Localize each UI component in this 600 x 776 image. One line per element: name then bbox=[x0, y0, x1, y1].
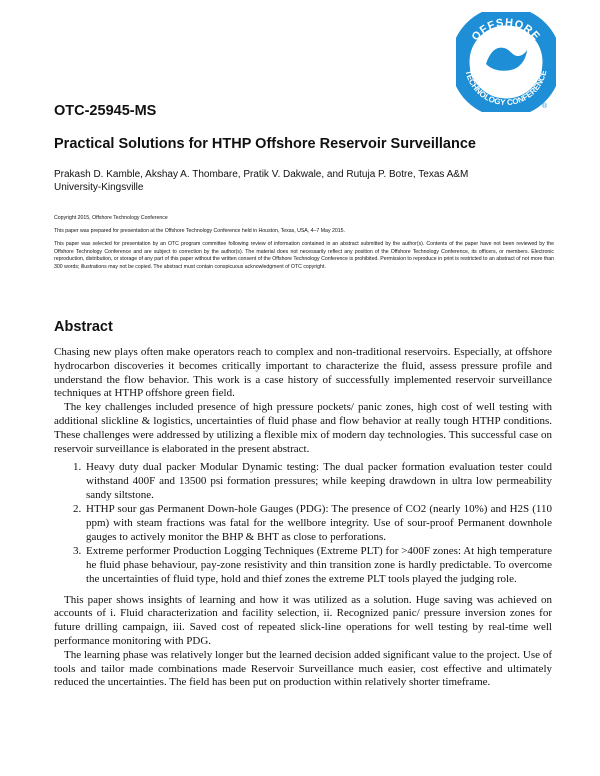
copyright-notice: Copyright 2015, Offshore Technology Conference bbox=[54, 215, 168, 221]
author-list: Prakash D. Kamble, Akshay A. Thombare, Pratik V. Dakwale, and Rutuja P. Botre, Texas A&M University-Kingsville bbox=[54, 169, 469, 193]
challenge-list bbox=[54, 461, 552, 586]
otc-logo bbox=[456, 12, 556, 112]
abstract-body bbox=[54, 346, 552, 690]
logo-top-text: OFFSHORE bbox=[469, 16, 543, 44]
review-disclaimer: This paper was selected for presentation by an OTC program committee following review of information contained in an abstract submitted by the author(s). Contents of the paper have not been reviewed by the Offshore Technology Conference and are subject to correction by the author(s). The material does not necessarily reflect any position of the Offshore Technology Conference, its officers, or members. Electronic reproduction, distribution, or storage of any part of this paper without the written consent of the Offshore Technology Conference is prohibited. Permission to reproduce in print is restricted to an abstract of not more than 300 words; illustrations may not be copied. The abstract must contain conspicuous acknowledgment of OTC copyright. bbox=[54, 241, 554, 270]
list-item: 3. Extreme performer Production Logging Techniques (Extreme PLT) for >400F zones: At high temperature he fluid phase behaviour, pay-zone resistivity and thin transition zone is hardly predictable. To overcome the uncertainties of fluid type, hold and thief zones the extreme PLT tools played the judging role. bbox=[84, 545, 552, 586]
paper-number: OTC-25945-MS bbox=[54, 103, 157, 119]
logo-registered-mark: ® bbox=[542, 103, 548, 110]
abstract-paragraph-4: The learning phase was relatively longer but the learned decision added significant value to the project. Use of tools and tailor made combinations made Reservoir Surveillance much easier, cost effective and ultimately reduced the uncertainties. The field has been put on production within relatively shorter timeframe. bbox=[54, 648, 552, 689]
list-item: 2. HTHP sour gas Permanent Down-hole Gauges (PDG): The presence of CO2 (nearly 10%) and H2S (110 ppm) with steam fractions was fatal for the wellbore integrity. Use of sour-proof Permanent downhole gauges to actively monitor the BHP & BHT as close to perforations. bbox=[84, 503, 552, 544]
logo-bottom-text: TECHNOLOGY CONFERENCE bbox=[463, 69, 549, 108]
paper-title: Practical Solutions for HTHP Offshore Reservoir Surveillance bbox=[54, 136, 476, 152]
abstract-paragraph-2: The key challenges included presence of high pressure pockets/ panic zones, high cost of well testing with additional slickline & logistics, uncertainties of fluid phase and flow behavior at really tough HTHP conditions. These challenges were addressed by utilizing a flexible mix of modern day technologies. This successful case on reservoir surveillance is elaborated in the present abstract. bbox=[54, 401, 552, 455]
list-item: 1. Heavy duty dual packer Modular Dynamic testing: The dual packer formation evaluation tester could withstand 400F and 13500 psi formation pressures; while keeping drawdown in ultra low permeability sandy siltstone. bbox=[84, 461, 552, 502]
abstract-paragraph-3: This paper shows insights of learning and how it was utilized as a solution. Huge saving was achieved on accounts of i. Fluid characterization and facility selection, ii. Recognized panic/ pressure inversion zones for future drilling campaign, iii. Saved cost of repeated slick-line operations for well testing by real-time well performance monitoring with PDG. bbox=[54, 593, 552, 647]
conference-note: This paper was prepared for presentation at the Offshore Technology Conference held in Houston, Texas, USA, 4–7 May 2015. bbox=[54, 228, 345, 234]
abstract-paragraph-1: Chasing new plays often make operators reach to complex and non-traditional reservoirs. Especially, at offshore hydrocarbon discoveries it becomes critically important to characterize the fluid, assess pressure profile and understand the flow behavior. This work is a case history of successfully implemented reservoir surveillance techniques at HTHP offshore green field. bbox=[54, 346, 552, 400]
abstract-heading: Abstract bbox=[54, 319, 113, 335]
